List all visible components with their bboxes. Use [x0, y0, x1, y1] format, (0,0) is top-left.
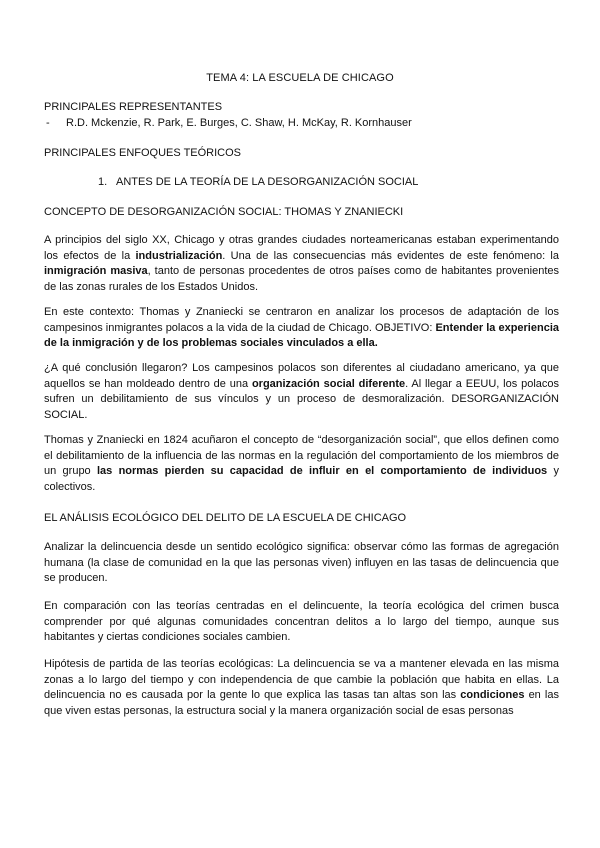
bold-emphasis: condiciones [460, 689, 525, 701]
paragraph-conclusion [44, 361, 559, 423]
text-run: , tanto de personas procedentes de otros países como de habitantes provenientes de las zonas rurales de los Estados Unidos. [44, 265, 559, 293]
bold-emphasis: Entender la experiencia de la inmigración y de los problemas sociales vinculados a ella. [44, 321, 559, 349]
list-number: 1. [98, 176, 108, 188]
paragraph-comparacion [44, 599, 559, 646]
bold-emphasis: las normas pierden su capacidad de influir en el comportamiento de individuos [96, 465, 548, 477]
text-run: en las que viven estas personas, la estructura social y la manera organización social de esas personas [44, 689, 559, 717]
text-run: En este contexto: Thomas y Znaniecki se centraron en analizar los procesos de adaptación de los campesinos inmigrantes polacos a la vida de la ciudad de Chicago. OBJETIVO: [44, 306, 559, 334]
paragraph-contexto-historico [44, 233, 559, 295]
text-run: A principios del siglo XX, Chicago y otras grandes ciudades norteamericanas estaban experimentando los efectos de la [44, 234, 559, 262]
text-run: ¿A qué conclusión llegaron? Los campesinos polacos son diferentes al ciudadano americano, ya que aquellos se han moldeado dentro de una [44, 362, 559, 390]
text-run: Analizar la delincuencia desde un sentido ecológico significa: observar cómo las formas de agregación humana (la clase de comunidad en la que las personas viven) influyen en las tasas de delincuencia que se producen. [44, 541, 559, 584]
page-title: TEMA 4: LA ESCUELA DE CHICAGO [206, 72, 394, 84]
representantes-heading: PRINCIPALES REPRESENTANTES [44, 101, 223, 113]
text-run: . Una de las consecuencias más evidentes de este fenómeno: la [222, 249, 559, 262]
text-run: En comparación con las teorías centradas en el delincuente, la teoría ecológica del crimen busca comprender por qué algunas comunidades concentran delitos a lo largo del tiempo, aunque sus habitantes y ciertas condiciones sociales cambien. [44, 600, 559, 643]
list-bullet: - [46, 117, 50, 129]
ecologico-heading: EL ANÁLISIS ECOLÓGICO DEL DELITO DE LA ESCUELA DE CHICAGO [44, 512, 407, 524]
bold-emphasis: inmigración masiva [44, 265, 148, 277]
enfoque-item-1: ANTES DE LA TEORÍA DE LA DESORGANIZACIÓN SOCIAL [116, 176, 419, 188]
paragraph-hipotesis [44, 657, 559, 719]
bold-emphasis: organización social diferente [251, 377, 406, 390]
paragraph-thomas-znaniecki [44, 305, 559, 352]
representantes-list: R.D. Mckenzie, R. Park, E. Burges, C. Shaw, H. McKay, R. Kornhauser [66, 117, 412, 129]
bold-emphasis: industrialización [135, 249, 223, 262]
enfoques-heading: PRINCIPALES ENFOQUES TEÓRICOS [44, 147, 242, 159]
text-run: . Al llegar a EEUU, los polacos sufren un debilitamiento de sus vínculos y un proceso de desmoralización. DESORGANIZACIÓN SOCIAL. [44, 377, 560, 421]
concepto-heading: CONCEPTO DE DESORGANIZACIÓN SOCIAL: THOMAS Y ZNANIECKI [44, 206, 404, 218]
text-run: y colectivos. [44, 465, 559, 493]
paragraph-sentido-ecologico [44, 540, 559, 587]
text-run: Hipótesis de partida de las teorías ecológicas: La delincuencia se va a mantener elevada en las misma zonas a lo largo del tiempo y con independencia de que cambie la población que habita en ellas. La delincuencia no es causada por la gente lo que explica las tasas tan altas son las [44, 658, 559, 701]
paragraph-desorganizacion-social [44, 433, 559, 495]
text-run: Thomas y Znaniecki en 1824 acuñaron el concepto de “desorganización social”, que ellos definen como el debilitamiento de la influencia de las normas en la regulación del comportamiento de los miembros de un grupo [44, 434, 559, 477]
